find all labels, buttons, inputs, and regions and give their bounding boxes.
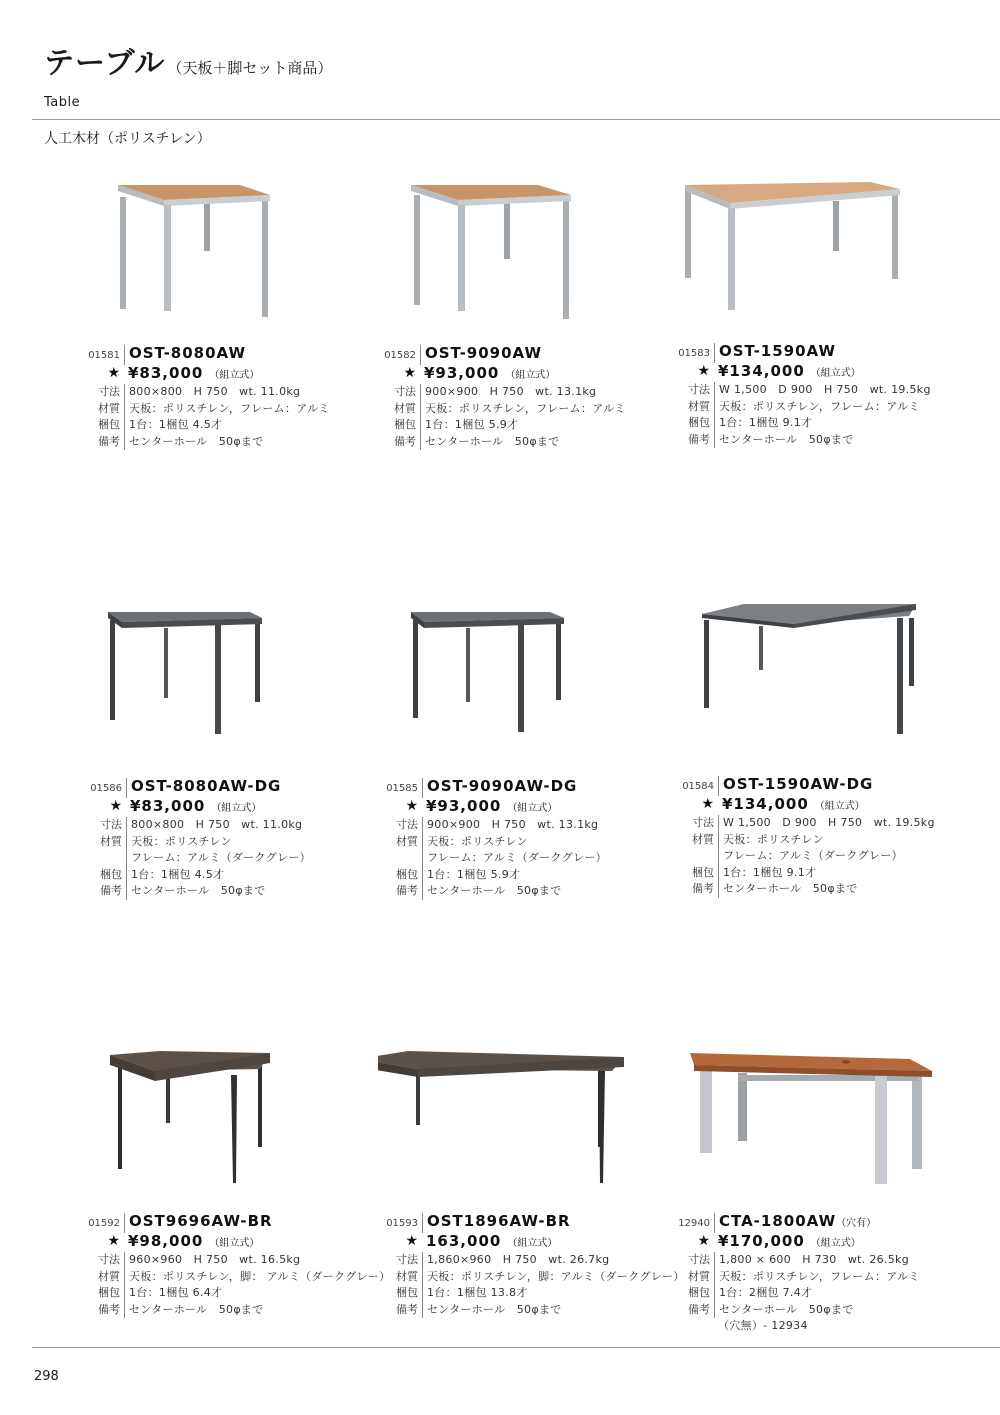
spec-value: センターホール 50φまで	[124, 1302, 264, 1319]
product-price: 163,000	[426, 1231, 502, 1250]
spec-value: センターホール 50φまで	[714, 432, 854, 449]
spec-value: 960×960 H 750 wt. 16.5kg	[124, 1252, 300, 1269]
spec-label: 寸法	[100, 818, 122, 831]
price-note: （組立式）	[211, 802, 262, 814]
spec-label: 備考	[688, 1302, 710, 1316]
english-heading: Table	[44, 95, 81, 110]
header-divider	[32, 119, 1000, 120]
spec-label: 備考	[394, 434, 416, 448]
spec-value: 800×800 H 750 wt. 11.0kg	[124, 384, 300, 401]
product-code: 01584	[682, 781, 714, 792]
price-note: （組立式）	[814, 800, 865, 812]
spec-value: 天板：ポリスチレン，フレーム：アルミ	[714, 399, 920, 416]
spec-value: フレーム：アルミ（ダークグレー）	[718, 848, 903, 865]
product-name: CTA-1800AW	[719, 1212, 837, 1230]
spec-value: 天板：ポリスチレン，フレーム：アルミ	[714, 1269, 920, 1286]
spec-value: 1台：1梱包 9.1才	[718, 865, 816, 882]
spec-label: 材質	[98, 1269, 120, 1283]
spec-label: 寸法	[396, 1253, 418, 1266]
price-note: （組立式）	[507, 1237, 558, 1249]
price-note: （組立式）	[810, 1237, 861, 1249]
table-image-square-brown	[80, 1035, 390, 1195]
product-name: OST-1590AW-DG	[723, 775, 874, 793]
spec-value: 天板：ポリスチレン，フレーム：アルミ	[124, 401, 330, 418]
product-code: 01592	[88, 1218, 120, 1229]
table-image-square-darkgray	[82, 598, 392, 758]
spec-label: 梱包	[394, 418, 416, 431]
spec-value: 1台：2梱包 7.4才	[714, 1285, 812, 1302]
spec-label: 梱包	[396, 1286, 418, 1299]
table-image-square-darkgray	[378, 598, 688, 758]
spec-label: 寸法	[692, 816, 714, 829]
spec-label: 梱包	[692, 865, 714, 879]
spec-value: 1台：1梱包 4.5才	[124, 417, 222, 434]
spec-value: 900×900 H 750 wt. 13.1kg	[422, 817, 598, 834]
product-card	[376, 165, 686, 495]
spec-label: 備考	[396, 884, 418, 897]
spec-label: 梱包	[396, 867, 418, 881]
product-price: ¥83,000	[130, 796, 206, 815]
spec-value: 天板：ポリスチレン	[126, 834, 232, 851]
product-code: 01593	[386, 1218, 418, 1229]
star-icon: ★	[109, 797, 122, 814]
spec-label: 備考	[396, 1302, 418, 1316]
spec-value: センターホール 50φまで	[422, 883, 562, 900]
spec-label: 材質	[394, 401, 416, 415]
spec-value: 天板：ポリスチレン，脚： アルミ（ダークグレー）	[124, 1269, 390, 1286]
product-code: 01582	[384, 350, 416, 361]
price-note: （組立式）	[810, 367, 861, 379]
spec-value: フレーム：アルミ（ダークグレー）	[422, 850, 607, 867]
title-subtitle: （天板＋脚セット商品）	[167, 59, 333, 77]
product-price: ¥83,000	[128, 363, 204, 382]
spec-label: 梱包	[98, 1286, 120, 1299]
table-image-rectangular-ipe-silver	[670, 1035, 980, 1195]
product-name: OST-8080AW	[129, 344, 247, 362]
product-code: 01586	[90, 783, 122, 794]
spec-value: 1台：1梱包 6.4才	[124, 1285, 222, 1302]
spec-value: フレーム：アルミ（ダークグレー）	[126, 850, 311, 867]
table-image-rectangular-teak-silver	[670, 165, 980, 325]
name-suffix: （穴有）	[836, 1218, 877, 1229]
spec-value: 1台：1梱包 5.9才	[420, 417, 518, 434]
star-icon: ★	[405, 1232, 418, 1249]
spec-label: 寸法	[394, 385, 416, 398]
spec-label: 備考	[692, 882, 714, 895]
spec-value: 1,860×960 H 750 wt. 26.7kg	[422, 1252, 609, 1269]
product-name: OST-1590AW	[719, 342, 837, 360]
spec-value: 1台：1梱包 4.5才	[126, 867, 224, 884]
price-note: （組立式）	[507, 802, 558, 814]
product-price: ¥170,000	[718, 1231, 805, 1250]
page-number: 298	[34, 1369, 59, 1384]
spec-label: 寸法	[98, 385, 120, 398]
product-code: 01583	[678, 348, 710, 359]
spec-label: 梱包	[688, 416, 710, 429]
spec-value: センターホール 50φまで	[422, 1302, 562, 1319]
spec-value: 1,800 × 600 H 730 wt. 26.5kg	[714, 1252, 909, 1269]
spec-label: 梱包	[100, 867, 122, 881]
price-note: （組立式）	[505, 369, 556, 381]
product-price: ¥134,000	[718, 361, 805, 380]
star-icon: ★	[701, 795, 714, 812]
product-card	[378, 598, 688, 928]
variant-note: （穴無）- 12934	[718, 1319, 808, 1332]
spec-label: 材質	[396, 1269, 418, 1283]
price-note: （組立式）	[209, 1237, 260, 1249]
product-name: OST9696AW-BR	[129, 1212, 273, 1230]
spec-value: 1台：1梱包 9.1才	[714, 415, 812, 432]
category-heading: 人工木材（ポリスチレン）	[44, 131, 211, 147]
product-card	[378, 1035, 688, 1365]
product-card	[80, 1035, 390, 1365]
spec-value: 800×800 H 750 wt. 11.0kg	[126, 817, 302, 834]
footer-divider	[32, 1347, 1000, 1348]
product-price: ¥98,000	[128, 1231, 204, 1250]
price-note: （組立式）	[209, 369, 260, 381]
table-image-square-teak-silver	[80, 165, 390, 325]
product-card	[674, 598, 984, 928]
product-price: ¥93,000	[424, 363, 500, 382]
star-icon: ★	[403, 364, 416, 381]
spec-label: 材質	[396, 834, 418, 848]
spec-label: 寸法	[396, 818, 418, 831]
product-card	[80, 165, 390, 495]
product-price: ¥134,000	[722, 794, 809, 813]
spec-label: 材質	[688, 1269, 710, 1283]
table-image-square-teak-silver	[376, 165, 686, 325]
spec-value: センターホール 50φまで	[124, 434, 264, 451]
spec-label: 材質	[692, 832, 714, 846]
spec-value: センターホール 50φまで	[126, 883, 266, 900]
spec-value: 1台：1梱包 13.8才	[422, 1285, 528, 1302]
star-icon: ★	[405, 797, 418, 814]
product-price: ¥93,000	[426, 796, 502, 815]
spec-value: W 1,500 D 900 H 750 wt. 19.5kg	[718, 815, 935, 832]
spec-label: 寸法	[688, 1253, 710, 1266]
spec-label: 材質	[688, 399, 710, 413]
spec-label: 備考	[100, 884, 122, 897]
spec-label: 備考	[688, 432, 710, 446]
star-icon: ★	[107, 364, 120, 381]
product-card	[670, 1035, 980, 1365]
spec-label: 材質	[100, 834, 122, 848]
spec-label: 梱包	[688, 1286, 710, 1299]
product-name: OST-9090AW-DG	[427, 777, 578, 795]
spec-value: 天板：ポリスチレン	[718, 832, 824, 849]
spec-value: 900×900 H 750 wt. 13.1kg	[420, 384, 596, 401]
table-image-rectangular-brown	[378, 1035, 688, 1195]
product-name: OST1896AW-BR	[427, 1212, 571, 1230]
page-title	[44, 38, 332, 82]
spec-value: 天板：ポリスチレン，脚：アルミ（ダークグレー）	[422, 1269, 685, 1286]
spec-value: 天板：ポリスチレン，フレーム：アルミ	[420, 401, 626, 418]
spec-value: 1台：1梱包 5.9才	[422, 867, 520, 884]
product-name: OST-8080AW-DG	[131, 777, 282, 795]
star-icon: ★	[697, 1232, 710, 1249]
product-card	[82, 598, 392, 928]
table-image-rectangular-darkgray	[674, 598, 984, 758]
spec-label: 材質	[98, 401, 120, 415]
title-main: テーブル	[44, 46, 166, 81]
product-code: 12940	[678, 1218, 710, 1229]
star-icon: ★	[107, 1232, 120, 1249]
spec-value: 天板：ポリスチレン	[422, 834, 528, 851]
spec-label: 備考	[98, 1302, 120, 1316]
star-icon: ★	[697, 362, 710, 379]
product-name: OST-9090AW	[425, 344, 543, 362]
spec-value: センターホール 50φまで	[714, 1302, 854, 1319]
spec-label: 寸法	[688, 383, 710, 396]
product-code: 01585	[386, 783, 418, 794]
spec-value: W 1,500 D 900 H 750 wt. 19.5kg	[714, 382, 931, 399]
spec-value: センターホール 50φまで	[420, 434, 560, 451]
spec-value: センターホール 50φまで	[718, 881, 858, 898]
product-code: 01581	[88, 350, 120, 361]
product-card	[670, 165, 980, 495]
spec-label: 梱包	[98, 418, 120, 431]
spec-label: 寸法	[98, 1253, 120, 1266]
spec-label: 備考	[98, 434, 120, 448]
